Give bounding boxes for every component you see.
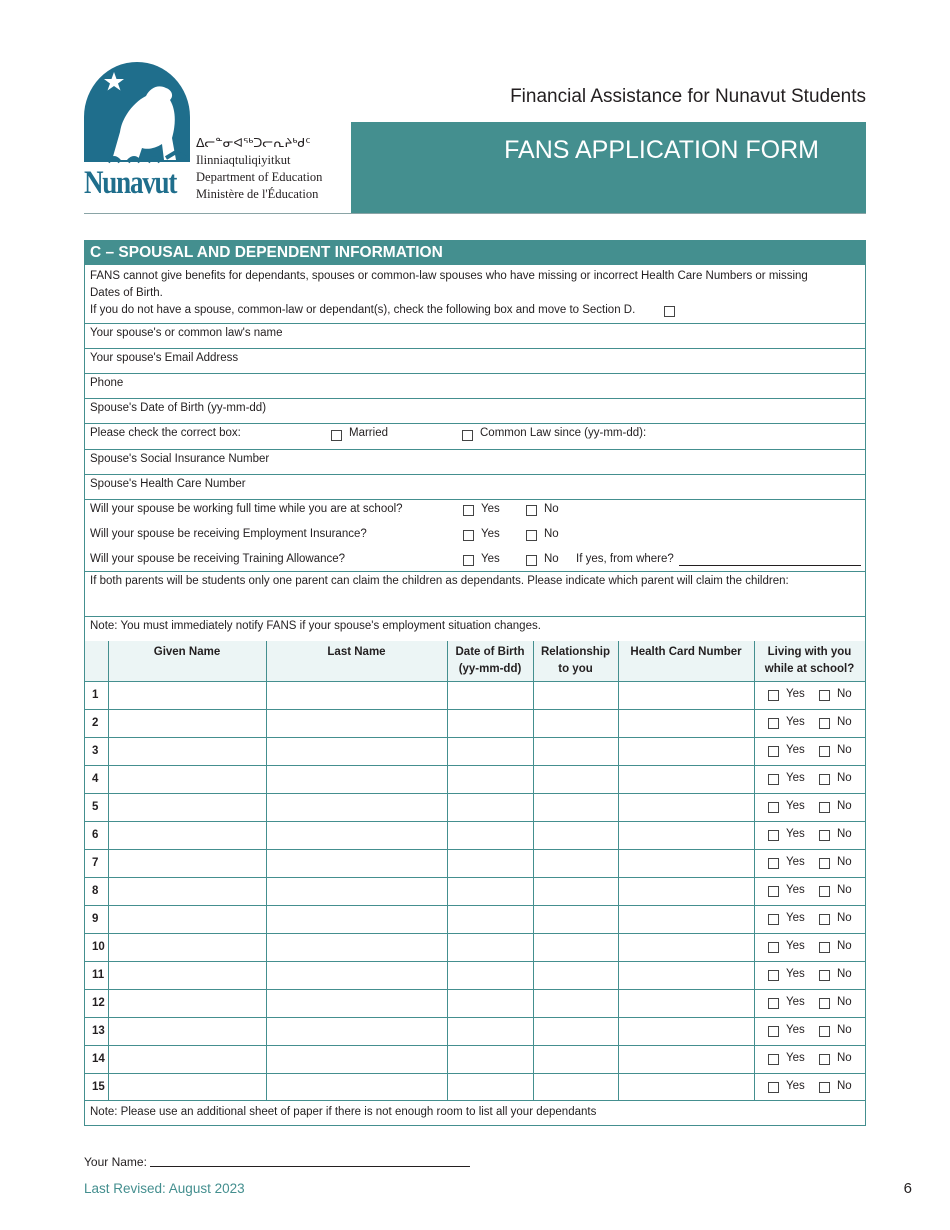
living-no-checkbox[interactable] xyxy=(819,802,830,813)
row-number: 4 xyxy=(92,773,99,785)
dob-cell[interactable] xyxy=(448,822,533,849)
dob-cell[interactable] xyxy=(448,850,533,877)
last-name-cell[interactable] xyxy=(267,1046,447,1073)
yes-label: Yes xyxy=(786,828,805,840)
no-label: No xyxy=(837,1052,852,1064)
no-label: No xyxy=(837,940,852,952)
col-health-card: Health Card Number xyxy=(630,646,742,658)
last-name-cell[interactable] xyxy=(267,682,447,709)
row-divider xyxy=(85,348,865,349)
dept-french: Ministère de l'Éducation xyxy=(196,187,319,201)
relationship-cell[interactable] xyxy=(534,710,618,737)
health-card-cell[interactable] xyxy=(619,878,754,905)
dob-cell[interactable] xyxy=(448,990,533,1017)
intro-line-3: If you do not have a spouse, common-law or dependant(s), check the following box and move to Section D. xyxy=(90,304,636,316)
relationship-cell[interactable] xyxy=(534,766,618,793)
no-label: No xyxy=(837,828,852,840)
row-number: 15 xyxy=(92,1081,105,1093)
yes-label: Yes xyxy=(786,940,805,952)
col-dob-line2: (yy-mm-dd) xyxy=(458,663,522,675)
phone-label: Phone xyxy=(90,377,124,389)
relationship-cell[interactable] xyxy=(534,682,618,709)
dept-inuktitut: Ilinniaqtuliqiyitkut xyxy=(196,153,291,167)
nunavut-wordmark: Nunavut xyxy=(84,165,177,201)
last-name-cell[interactable] xyxy=(267,738,447,765)
dob-cell[interactable] xyxy=(448,710,533,737)
given-name-cell[interactable] xyxy=(109,710,266,737)
row-divider xyxy=(85,1100,865,1101)
col-given-name: Given Name xyxy=(153,646,221,658)
col-last-name: Last Name xyxy=(327,646,386,658)
yes-label: Yes xyxy=(786,716,805,728)
relationship-cell[interactable] xyxy=(534,878,618,905)
your-name-line[interactable] xyxy=(150,1166,470,1167)
dob-cell[interactable] xyxy=(448,878,533,905)
col-dob xyxy=(447,644,533,678)
q-ei-no-checkbox[interactable] xyxy=(526,530,537,541)
col-living xyxy=(754,644,865,678)
yes-label: Yes xyxy=(786,688,805,700)
relationship-cell[interactable] xyxy=(534,822,618,849)
last-name-cell[interactable] xyxy=(267,850,447,877)
program-title: Financial Assistance for Nunavut Students xyxy=(510,86,866,107)
no-label: No xyxy=(837,744,852,756)
col-rel-line2: to you xyxy=(558,663,593,675)
yes-label: Yes xyxy=(481,528,500,540)
row-number: 1 xyxy=(92,689,99,701)
living-no-checkbox[interactable] xyxy=(819,858,830,869)
relationship-cell[interactable] xyxy=(534,1046,618,1073)
row-divider xyxy=(85,323,865,324)
common-law-label: Common Law since (yy-mm-dd): xyxy=(480,427,647,439)
dob-cell[interactable] xyxy=(448,934,533,961)
col-dob-line1: Date of Birth xyxy=(455,646,525,658)
row-number: 13 xyxy=(92,1025,105,1037)
row-number: 14 xyxy=(92,1053,105,1065)
given-name-cell[interactable] xyxy=(109,906,266,933)
no-label: No xyxy=(837,884,852,896)
relationship-cell[interactable] xyxy=(534,850,618,877)
health-card-cell[interactable] xyxy=(619,794,754,821)
intro-line-2: Dates of Birth. xyxy=(90,287,163,299)
given-name-cell[interactable] xyxy=(109,794,266,821)
dob-cell[interactable] xyxy=(448,794,533,821)
no-label: No xyxy=(837,716,852,728)
living-no-checkbox[interactable] xyxy=(819,718,830,729)
no-label: No xyxy=(837,968,852,980)
last-name-cell[interactable] xyxy=(267,962,447,989)
living-no-checkbox[interactable] xyxy=(819,1054,830,1065)
last-name-cell[interactable] xyxy=(267,906,447,933)
no-label: No xyxy=(837,1080,852,1092)
row-divider xyxy=(85,373,865,374)
q-training-no-checkbox[interactable] xyxy=(526,555,537,566)
row-number: 10 xyxy=(92,941,105,953)
row-number: 12 xyxy=(92,997,105,1009)
notify-note: Note: You must immediately notify FANS if your spouse's employment situation changes. xyxy=(90,620,541,632)
living-yes-checkbox[interactable] xyxy=(768,858,779,869)
yes-label: Yes xyxy=(786,996,805,1008)
last-name-cell[interactable] xyxy=(267,1018,447,1045)
yes-label: Yes xyxy=(786,884,805,896)
dob-cell[interactable] xyxy=(448,682,533,709)
living-yes-checkbox[interactable] xyxy=(768,718,779,729)
living-yes-checkbox[interactable] xyxy=(768,914,779,925)
health-card-cell[interactable] xyxy=(619,766,754,793)
yes-label: Yes xyxy=(786,1024,805,1036)
common-law-checkbox[interactable] xyxy=(462,430,473,441)
no-label: No xyxy=(837,688,852,700)
given-name-cell[interactable] xyxy=(109,1018,266,1045)
living-yes-checkbox[interactable] xyxy=(768,690,779,701)
health-card-cell[interactable] xyxy=(619,1074,754,1101)
training-source-line[interactable] xyxy=(679,565,861,566)
given-name-cell[interactable] xyxy=(109,878,266,905)
living-yes-checkbox[interactable] xyxy=(768,886,779,897)
health-card-cell[interactable] xyxy=(619,990,754,1017)
col-living-line1: Living with you xyxy=(767,646,852,658)
relationship-cell[interactable] xyxy=(534,934,618,961)
health-card-cell[interactable] xyxy=(619,738,754,765)
row-number: 3 xyxy=(92,745,99,757)
both-parents-text: If both parents will be students only one parent can claim the children as dependants. Please indicate which parent will claim the children: xyxy=(90,575,789,587)
row-number: 5 xyxy=(92,801,99,813)
health-card-cell[interactable] xyxy=(619,822,754,849)
yes-label: Yes xyxy=(786,772,805,784)
health-care-label: Spouse's Health Care Number xyxy=(90,478,246,490)
col-rel-line1: Relationship xyxy=(540,646,610,658)
married-checkbox[interactable] xyxy=(331,430,342,441)
col-relationship xyxy=(533,644,618,678)
given-name-cell[interactable] xyxy=(109,962,266,989)
living-no-checkbox[interactable] xyxy=(819,942,830,953)
health-card-cell[interactable] xyxy=(619,1046,754,1073)
living-yes-checkbox[interactable] xyxy=(768,1054,779,1065)
relationship-cell[interactable] xyxy=(534,990,618,1017)
yes-label: Yes xyxy=(786,968,805,980)
married-label: Married xyxy=(349,427,388,439)
no-spouse-checkbox[interactable] xyxy=(664,306,675,317)
row-number: 11 xyxy=(92,969,105,981)
q-ei-yes-checkbox[interactable] xyxy=(463,530,474,541)
dept-english: Department of Education xyxy=(196,170,323,184)
no-label: No xyxy=(837,996,852,1008)
department-text xyxy=(196,135,322,203)
page-number: 6 xyxy=(903,1180,912,1197)
relationship-cell[interactable] xyxy=(534,962,618,989)
last-name-cell[interactable] xyxy=(267,766,447,793)
no-label: No xyxy=(837,856,852,868)
yes-label: Yes xyxy=(481,553,500,565)
row-divider xyxy=(85,616,865,617)
q-training-yes-checkbox[interactable] xyxy=(463,555,474,566)
health-card-cell[interactable] xyxy=(619,850,754,877)
given-name-cell[interactable] xyxy=(109,934,266,961)
extra-sheet-note: Note: Please use an additional sheet of paper if there is not enough room to list all your dependants xyxy=(90,1106,597,1118)
last-name-cell[interactable] xyxy=(267,878,447,905)
row-divider xyxy=(85,499,865,500)
row-divider xyxy=(85,449,865,450)
last-name-cell[interactable] xyxy=(267,822,447,849)
health-card-cell[interactable] xyxy=(619,934,754,961)
given-name-cell[interactable] xyxy=(109,990,266,1017)
last-name-cell[interactable] xyxy=(267,794,447,821)
last-name-cell[interactable] xyxy=(267,990,447,1017)
row-number: 7 xyxy=(92,857,99,869)
living-yes-checkbox[interactable] xyxy=(768,774,779,785)
last-name-cell[interactable] xyxy=(267,710,447,737)
relationship-cell[interactable] xyxy=(534,794,618,821)
given-name-cell[interactable] xyxy=(109,850,266,877)
health-card-cell[interactable] xyxy=(619,906,754,933)
dob-cell[interactable] xyxy=(448,738,533,765)
row-divider xyxy=(85,423,865,424)
your-name-label: Your Name: xyxy=(84,1155,147,1169)
yes-label: Yes xyxy=(481,503,500,515)
dob-cell[interactable] xyxy=(448,1074,533,1101)
living-yes-checkbox[interactable] xyxy=(768,830,779,841)
q-working-no-checkbox[interactable] xyxy=(526,505,537,516)
living-yes-checkbox[interactable] xyxy=(768,802,779,813)
given-name-cell[interactable] xyxy=(109,682,266,709)
row-number: 2 xyxy=(92,717,99,729)
given-name-cell[interactable] xyxy=(109,822,266,849)
dob-cell[interactable] xyxy=(448,906,533,933)
living-no-checkbox[interactable] xyxy=(819,746,830,757)
last-revised: Last Revised: August 2023 xyxy=(84,1181,245,1196)
dob-cell[interactable] xyxy=(448,1018,533,1045)
row-number: 8 xyxy=(92,885,99,897)
header-divider xyxy=(84,213,866,214)
q-working-yes-checkbox[interactable] xyxy=(463,505,474,516)
living-yes-checkbox[interactable] xyxy=(768,1082,779,1093)
row-number: 9 xyxy=(92,913,99,925)
living-no-checkbox[interactable] xyxy=(819,970,830,981)
q-training-label: Will your spouse be receiving Training Allowance? xyxy=(90,553,346,565)
q-working-label: Will your spouse be working full time while you are at school? xyxy=(90,503,403,515)
spouse-dob-label: Spouse's Date of Birth (yy-mm-dd) xyxy=(90,402,267,414)
living-no-checkbox[interactable] xyxy=(819,1026,830,1037)
yes-label: Yes xyxy=(786,1052,805,1064)
col-living-line2: while at school? xyxy=(764,663,855,675)
dept-syllabics: ᐃᓕᓐᓂᐊᖅᑐᓕᕆᔨᒃᑯᑦ xyxy=(196,136,311,150)
no-label: No xyxy=(544,528,559,540)
row-number: 6 xyxy=(92,829,99,841)
dob-cell[interactable] xyxy=(448,1046,533,1073)
health-card-cell[interactable] xyxy=(619,962,754,989)
living-yes-checkbox[interactable] xyxy=(768,746,779,757)
no-label: No xyxy=(544,503,559,515)
dob-cell[interactable] xyxy=(448,962,533,989)
intro-line-1: FANS cannot give benefits for dependants, spouses or common-law spouses who have missing or incorrect Health Care Numbers or missing xyxy=(90,270,808,282)
relationship-cell[interactable] xyxy=(534,738,618,765)
living-yes-checkbox[interactable] xyxy=(768,1026,779,1037)
health-card-cell[interactable] xyxy=(619,682,754,709)
q-ei-label: Will your spouse be receiving Employment Insurance? xyxy=(90,528,367,540)
marital-check-label: Please check the correct box: xyxy=(90,427,241,439)
health-card-cell[interactable] xyxy=(619,1018,754,1045)
living-yes-checkbox[interactable] xyxy=(768,970,779,981)
given-name-cell[interactable] xyxy=(109,766,266,793)
form-title: FANS APPLICATION FORM xyxy=(504,136,819,164)
no-label: No xyxy=(837,800,852,812)
living-no-checkbox[interactable] xyxy=(819,830,830,841)
living-yes-checkbox[interactable] xyxy=(768,998,779,1009)
spouse-email-label: Your spouse's Email Address xyxy=(90,352,239,364)
yes-label: Yes xyxy=(786,856,805,868)
no-label: No xyxy=(837,912,852,924)
yes-label: Yes xyxy=(786,1080,805,1092)
relationship-cell[interactable] xyxy=(534,1074,618,1101)
given-name-cell[interactable] xyxy=(109,738,266,765)
row-divider xyxy=(85,398,865,399)
no-label: No xyxy=(837,1024,852,1036)
relationship-cell[interactable] xyxy=(534,1018,618,1045)
relationship-cell[interactable] xyxy=(534,906,618,933)
living-no-checkbox[interactable] xyxy=(819,774,830,785)
dob-cell[interactable] xyxy=(448,766,533,793)
no-label: No xyxy=(837,772,852,784)
given-name-cell[interactable] xyxy=(109,1046,266,1073)
living-no-checkbox[interactable] xyxy=(819,914,830,925)
yes-label: Yes xyxy=(786,744,805,756)
yes-label: Yes xyxy=(786,800,805,812)
section-title: C – SPOUSAL AND DEPENDENT INFORMATION xyxy=(84,240,866,265)
no-label: No xyxy=(544,553,559,565)
living-no-checkbox[interactable] xyxy=(819,998,830,1009)
living-yes-checkbox[interactable] xyxy=(768,942,779,953)
sin-label: Spouse's Social Insurance Number xyxy=(90,453,270,465)
given-name-cell[interactable] xyxy=(109,1074,266,1101)
spouse-name-label: Your spouse's or common law's name xyxy=(90,327,283,339)
row-divider xyxy=(85,571,865,572)
yes-label: Yes xyxy=(786,912,805,924)
living-no-checkbox[interactable] xyxy=(819,886,830,897)
if-yes-label: If yes, from where? xyxy=(576,553,674,565)
last-name-cell[interactable] xyxy=(267,1074,447,1101)
health-card-cell[interactable] xyxy=(619,710,754,737)
row-divider xyxy=(85,474,865,475)
living-no-checkbox[interactable] xyxy=(819,690,830,701)
living-no-checkbox[interactable] xyxy=(819,1082,830,1093)
last-name-cell[interactable] xyxy=(267,934,447,961)
